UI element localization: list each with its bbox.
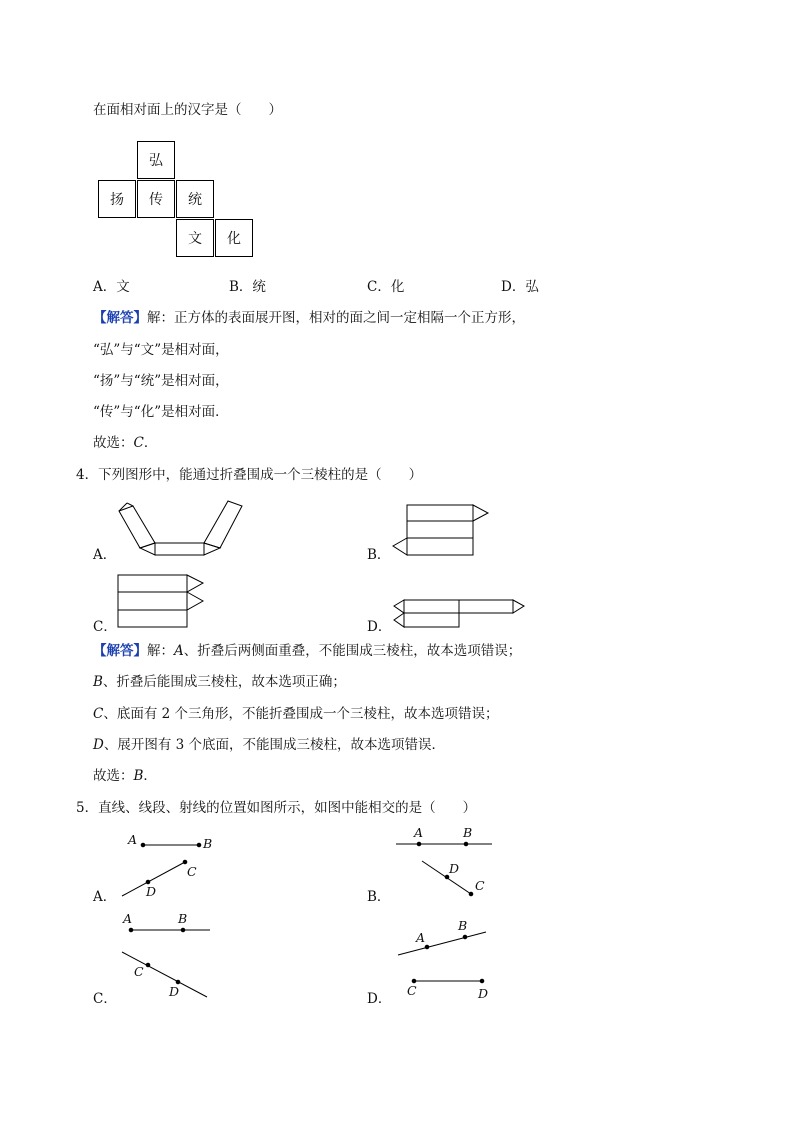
- q4-option-c: C．: [93, 619, 117, 635]
- label-c: C: [134, 964, 144, 979]
- answer-intro: 解：: [147, 643, 174, 659]
- q5-option-b: B．: [367, 889, 391, 905]
- label-a: A: [128, 832, 138, 847]
- q4-answer-choice: [93, 767, 157, 785]
- q5-figure-a: [115, 828, 225, 903]
- q4-answer-line-c: [93, 705, 499, 723]
- q4-option-a: A．: [93, 547, 117, 563]
- q4-answer-line-d: [93, 736, 445, 754]
- net-cell-bottom2: 化: [215, 219, 253, 257]
- q3-option-a: A．文: [93, 279, 130, 295]
- choice-letter: B: [133, 768, 144, 784]
- q4-figure-b: [390, 500, 500, 560]
- q4-answer-line-b: [93, 673, 346, 691]
- label-b: B: [458, 918, 468, 933]
- label-d: D: [169, 984, 180, 999]
- q4-figure-a: [112, 498, 272, 568]
- q4-option-b: B．: [367, 547, 391, 563]
- q3-answer-line1: [93, 309, 525, 327]
- q4-option-d: D．: [367, 619, 392, 635]
- choice-suffix: ．: [143, 435, 158, 451]
- q4-figure-d: [390, 595, 530, 635]
- q5-stem: 5．直线、线段、射线的位置如图所示，如图中能相交的是（ ）: [76, 800, 477, 816]
- net-cell-left: 扬: [98, 180, 136, 218]
- q5-option-a: A．: [93, 889, 117, 905]
- answer-tag: 【解答】: [93, 643, 147, 659]
- q3-stem: 在面相对面上的汉字是（ ）: [93, 102, 282, 118]
- answer-tag: 【解答】: [93, 310, 147, 326]
- q5-figure-d: [393, 912, 503, 1001]
- q4-stem: 4．下列图形中，能通过折叠围成一个三棱柱的是（ ）: [76, 467, 423, 483]
- q3-answer-choice: [93, 434, 157, 452]
- choice-letter: C: [133, 435, 144, 451]
- q3-option-c: C．化: [367, 279, 405, 295]
- q3-option-d: D．弘: [501, 279, 539, 295]
- net-cell-center: 传: [137, 180, 175, 218]
- net-cell-right: 统: [176, 180, 214, 218]
- label-d: D: [449, 861, 460, 876]
- net-cell-bottom1: 文: [176, 219, 214, 257]
- label-d: D: [146, 884, 157, 899]
- net-cell-top: 弘: [137, 141, 175, 179]
- label-b: B: [463, 825, 473, 840]
- choice-prefix: 故选：: [93, 768, 134, 784]
- answer-letter-c: C: [93, 706, 104, 722]
- label-c: C: [407, 983, 417, 998]
- q3-option-b: B．统: [229, 279, 266, 295]
- q4-figure-c: [115, 572, 215, 632]
- answer-text: 解：正方体的表面展开图，相对的面之间一定相隔一个正方形，: [147, 310, 525, 326]
- answer-letter-b: B: [93, 674, 103, 690]
- q3-answer-line2: “弘”与“文”是相对面，: [93, 342, 229, 358]
- label-a: A: [123, 911, 133, 926]
- q5-figure-b: [393, 822, 503, 897]
- q5-option-d: D．: [367, 991, 392, 1007]
- label-a: A: [416, 930, 426, 945]
- q3-answer-line4: “传”与“化”是相对面．: [93, 404, 229, 420]
- q3-answer-line3: “扬”与“统”是相对面，: [93, 373, 229, 389]
- q5-figure-c: [115, 910, 225, 1000]
- label-b: B: [178, 911, 188, 926]
- answer-text-c: 、底面有 2 个三角形，不能折叠围成一个三棱柱，故本选项错误；: [103, 706, 499, 722]
- label-b: B: [203, 836, 213, 851]
- label-c: C: [187, 864, 197, 879]
- answer-text-b: 、折叠后能围成三棱柱，故本选项正确；: [102, 674, 346, 690]
- label-d: D: [478, 986, 489, 1001]
- label-a: A: [414, 825, 424, 840]
- answer-letter-d: D: [93, 737, 104, 753]
- choice-suffix: ．: [143, 768, 157, 784]
- answer-letter-a: A: [174, 643, 184, 659]
- q4-answer-line-a: [93, 642, 521, 660]
- label-c: C: [475, 878, 485, 893]
- choice-prefix: 故选：: [93, 435, 134, 451]
- answer-text-a: 、折叠后两侧面重叠，不能围成三棱柱，故本选项错误；: [183, 643, 522, 659]
- answer-text-d: 、展开图有 3 个底面，不能围成三棱柱，故本选项错误．: [103, 737, 445, 753]
- q5-option-c: C．: [93, 991, 117, 1007]
